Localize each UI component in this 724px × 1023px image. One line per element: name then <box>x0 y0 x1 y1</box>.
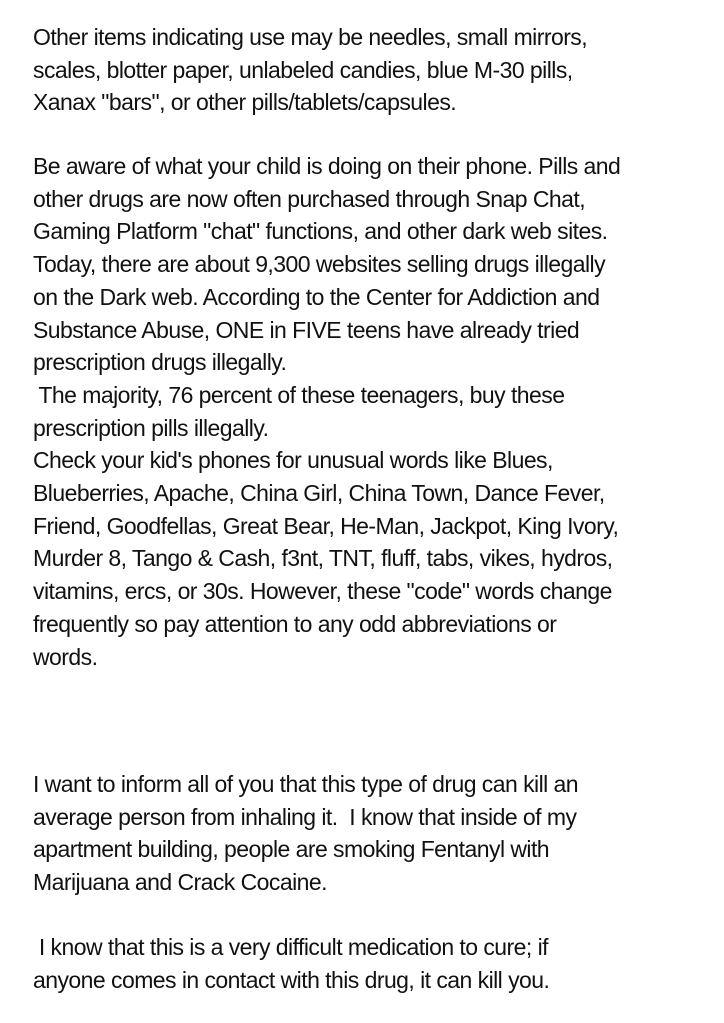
paragraph-fentanyl-warning: I want to inform all of you that this type of drug can kill an average person from inhaling it. I know that inside of my apartment building, people are smoking Fentanyl with Marijuana and Crack Cocaine. <box>33 771 579 896</box>
paragraph-phone-awareness: Be aware of what your child is doing on their phone. Pills and other drugs are now often purchased through Snap Chat, Gaming Platform "chat" functions, and other dark web sites. Today, there are about 9,300 websites selling drugs illegally on the Dark web. According to the Center for Addiction and Substance Abuse, ONE in FIVE teens have already tried prescription drugs illegally. The majority, 76 percent of these teenagers, buy these prescription pills illegally. Check your kid's phones for unusual words like Blues, Blueberries, Apache, China Girl, China Town, Dance Fever, Friend, Goodfellas, Great Bear, He-Man, Jackpot, King Ivory, Murder 8, Tango & Cash, f3nt, TNT, fluff, tabs, vikes, hydros, vitamins, ercs, or 30s. However, these "code" words change frequently so pay attention to any odd abbreviations or words. <box>33 153 621 670</box>
paragraph-contact-danger: I know that this is a very difficult medication to cure; if anyone comes in contact with this drug, it can kill you. <box>33 934 550 993</box>
paragraph-drug-use-items: Other items indicating use may be needles, small mirrors, scales, blotter paper, unlabeled candies, blue M-30 pills, Xanax "bars", or other pills/tablets/capsules. <box>33 24 588 116</box>
